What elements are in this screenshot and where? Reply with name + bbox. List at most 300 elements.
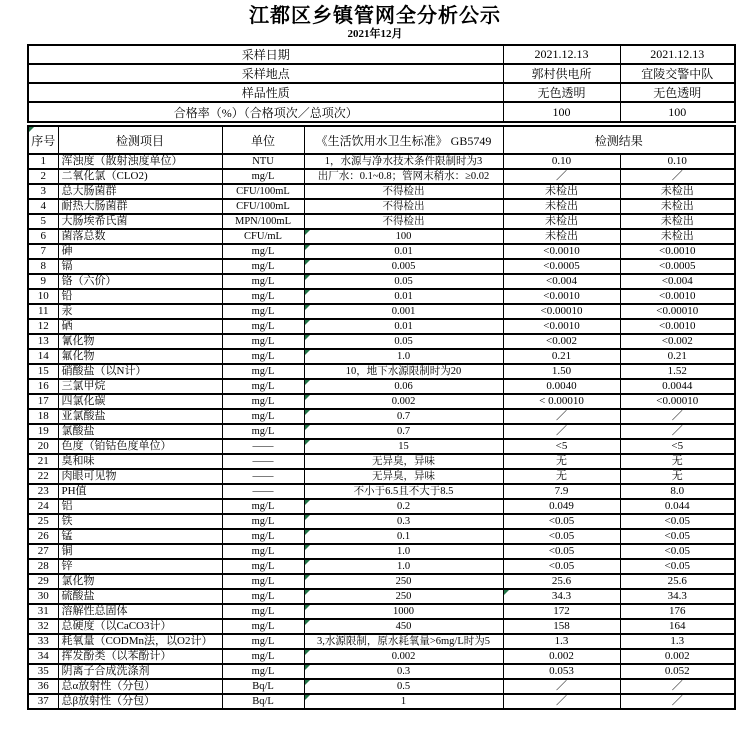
table-row [28,304,735,319]
standard-limit: 450 [304,619,503,634]
item-name: 氯化物 [58,574,222,589]
unit: mg/L [222,529,304,544]
unit: mg/L [222,259,304,274]
item-name: 菌落总数 [58,229,222,244]
table-row [28,334,735,349]
row-index: 5 [28,214,58,229]
error-indicator-icon [305,590,310,595]
standard-limit: 出厂水：0.1~0.8；管网末稍水：≥0.02 [304,169,503,184]
row-index: 12 [28,319,58,334]
table-row [28,274,735,289]
result-sample-2: <0.004 [620,274,735,289]
error-indicator-icon [305,605,310,610]
info-label: 采样地点 [28,64,503,83]
row-index: 32 [28,619,58,634]
table-row [28,619,735,634]
unit: mg/L [222,589,304,604]
unit: mg/L [222,289,304,304]
standard-limit: 0.002 [304,649,503,664]
error-indicator-icon [305,260,310,265]
row-index: 6 [28,229,58,244]
unit: —— [222,454,304,469]
standard-limit: 不得检出 [304,214,503,229]
error-indicator-icon [305,275,310,280]
item-name: 铅 [58,289,222,304]
unit: mg/L [222,514,304,529]
analysis-table [27,125,736,710]
result-sample-1: <0.004 [503,274,620,289]
item-name: 硫酸盐 [58,589,222,604]
row-index: 1 [28,154,58,169]
item-name: PH值 [58,484,222,499]
result-sample-1: 1.3 [503,634,620,649]
result-sample-1: 158 [503,619,620,634]
error-indicator-icon [305,560,310,565]
result-sample-2: <0.0010 [620,319,735,334]
unit: CFU/100mL [222,199,304,214]
standard-limit: 0.06 [304,379,503,394]
unit: mg/L [222,604,304,619]
col-header-item: 检测项目 [58,126,222,154]
result-sample-1: 1.50 [503,364,620,379]
info-value-sample-2: 无色透明 [620,83,735,102]
row-index: 27 [28,544,58,559]
row-index: 33 [28,634,58,649]
item-name: 大肠埃希氏菌 [58,214,222,229]
item-name: 臭和味 [58,454,222,469]
table-row [28,499,735,514]
table-row [28,319,735,334]
row-index: 29 [28,574,58,589]
unit: mg/L [222,574,304,589]
unit: Bq/L [222,679,304,694]
result-sample-1: 7.9 [503,484,620,499]
unit: —— [222,439,304,454]
info-value-sample-1: 100 [503,102,620,122]
unit: mg/L [222,304,304,319]
row-index: 23 [28,484,58,499]
result-sample-1: ／ [503,424,620,439]
unit: Bq/L [222,694,304,709]
row-index: 19 [28,424,58,439]
info-row [28,102,735,122]
standard-limit: 不小于6.5且不大于8.5 [304,484,503,499]
standard-limit: 0.05 [304,334,503,349]
unit: mg/L [222,349,304,364]
row-index: 36 [28,679,58,694]
table-row [28,409,735,424]
result-sample-2: <0.00010 [620,394,735,409]
unit: mg/L [222,334,304,349]
table-row [28,229,735,244]
table-row [28,484,735,499]
table-row [28,394,735,409]
result-sample-2: 176 [620,604,735,619]
result-sample-2: <5 [620,439,735,454]
result-sample-2: 1.3 [620,634,735,649]
item-name: 硝酸盐（以N计） [58,364,222,379]
info-row [28,45,735,64]
table-row [28,589,735,604]
unit: CFU/100mL [222,184,304,199]
table-row [28,214,735,229]
row-index: 3 [28,184,58,199]
info-value-sample-2: 100 [620,102,735,122]
table-row [28,364,735,379]
standard-limit: 0.7 [304,409,503,424]
table-row [28,574,735,589]
standard-limit: 0.002 [304,394,503,409]
info-row [28,83,735,102]
row-index: 34 [28,649,58,664]
error-indicator-icon [29,127,34,132]
row-index: 10 [28,289,58,304]
result-sample-1: <0.05 [503,559,620,574]
error-indicator-icon [305,395,310,400]
unit: mg/L [222,169,304,184]
item-name: 色度（铂钴色度单位） [58,439,222,454]
unit: mg/L [222,619,304,634]
result-sample-1: 未检出 [503,184,620,199]
row-index: 13 [28,334,58,349]
result-sample-1: <5 [503,439,620,454]
standard-limit: 0.3 [304,514,503,529]
standard-limit: 1.0 [304,544,503,559]
error-indicator-icon [305,500,310,505]
result-sample-2: <0.05 [620,559,735,574]
error-indicator-icon [305,680,310,685]
unit: mg/L [222,274,304,289]
error-indicator-icon [305,650,310,655]
row-index: 4 [28,199,58,214]
table-row [28,559,735,574]
item-name: 氯酸盐 [58,424,222,439]
item-name: 耗氧量（CODMn法，以O2计） [58,634,222,649]
unit: CFU/mL [222,229,304,244]
table-row [28,379,735,394]
table-row [28,289,735,304]
item-name: 挥发酚类（以苯酚计） [58,649,222,664]
error-indicator-icon [305,320,310,325]
item-name: 氰化物 [58,334,222,349]
error-indicator-icon [305,290,310,295]
result-sample-1: 未检出 [503,229,620,244]
result-sample-2: 未检出 [620,199,735,214]
standard-limit: 0.05 [304,274,503,289]
unit: mg/L [222,544,304,559]
result-sample-1: 25.6 [503,574,620,589]
table-row [28,679,735,694]
row-index: 22 [28,469,58,484]
col-header-index [28,126,58,154]
unit: mg/L [222,379,304,394]
row-index: 37 [28,694,58,709]
result-sample-2: <0.0010 [620,289,735,304]
result-sample-2: 未检出 [620,184,735,199]
col-header-result: 检测结果 [503,126,735,154]
error-indicator-icon [305,545,310,550]
error-indicator-icon [305,515,310,520]
table-row [28,649,735,664]
row-index: 21 [28,454,58,469]
item-name: 铁 [58,514,222,529]
item-name: 二氧化氯（CLO2) [58,169,222,184]
error-indicator-icon [305,380,310,385]
result-sample-1: <0.05 [503,529,620,544]
row-index: 35 [28,664,58,679]
table-row [28,424,735,439]
col-header-standard: 《生活饮用水卫生标准》 GB5749 [304,126,503,154]
result-sample-2: 0.052 [620,664,735,679]
item-name: 亚氯酸盐 [58,409,222,424]
row-index: 26 [28,529,58,544]
item-name: 铬（六价） [58,274,222,289]
row-index: 7 [28,244,58,259]
table-row [28,184,735,199]
row-index: 2 [28,169,58,184]
item-name: 砷 [58,244,222,259]
info-value-sample-1: 郭村供电所 [503,64,620,83]
row-index: 11 [28,304,58,319]
standard-limit: 0.001 [304,304,503,319]
result-sample-1: ／ [503,169,620,184]
result-sample-2: 8.0 [620,484,735,499]
standard-limit: 1000 [304,604,503,619]
result-sample-2: 未检出 [620,214,735,229]
info-row [28,64,735,83]
standard-limit: 0.005 [304,259,503,274]
item-name: 总硬度（以CaCO3计） [58,619,222,634]
result-sample-1: <0.05 [503,514,620,529]
result-sample-1: 0.053 [503,664,620,679]
item-name: 汞 [58,304,222,319]
standard-limit: 250 [304,589,503,604]
page-subtitle: 2021年12月 [347,28,403,40]
sample-info-table [27,44,736,123]
result-sample-2: ／ [620,694,735,709]
info-value-sample-1: 无色透明 [503,83,620,102]
result-sample-1: 0.0040 [503,379,620,394]
error-indicator-icon [305,425,310,430]
error-indicator-icon [305,530,310,535]
table-row [28,454,735,469]
standard-limit: 15 [304,439,503,454]
row-index: 28 [28,559,58,574]
info-label: 采样日期 [28,45,503,64]
result-sample-2: <0.0010 [620,244,735,259]
error-indicator-icon [305,305,310,310]
result-sample-2: 164 [620,619,735,634]
result-sample-1: 0.10 [503,154,620,169]
result-sample-2: ／ [620,409,735,424]
standard-limit: 3,水源限制，原水耗氧量>6mg/L时为5 [304,634,503,649]
result-sample-1: <0.002 [503,334,620,349]
table-row [28,244,735,259]
error-indicator-icon [305,335,310,340]
table-row [28,259,735,274]
error-indicator-icon [305,575,310,580]
unit: —— [222,469,304,484]
result-sample-2: 0.044 [620,499,735,514]
error-indicator-icon [305,245,310,250]
result-sample-1: ／ [503,694,620,709]
item-name: 镉 [58,259,222,274]
unit: mg/L [222,244,304,259]
unit: —— [222,484,304,499]
row-index: 20 [28,439,58,454]
item-name: 浑浊度（散射浊度单位） [58,154,222,169]
page-title: 江都区乡镇管网全分析公示 [249,5,501,27]
error-indicator-icon [504,590,509,595]
result-sample-1: <0.0010 [503,289,620,304]
result-sample-1: <0.0005 [503,259,620,274]
standard-limit: 0.01 [304,244,503,259]
item-name: 氟化物 [58,349,222,364]
table-row [28,694,735,709]
result-sample-2: 无 [620,454,735,469]
standard-limit: 不得检出 [304,199,503,214]
result-sample-1: <0.0010 [503,319,620,334]
unit: mg/L [222,664,304,679]
item-name: 铝 [58,499,222,514]
row-index: 18 [28,409,58,424]
standard-limit: 0.7 [304,424,503,439]
result-sample-1: ／ [503,409,620,424]
unit: mg/L [222,319,304,334]
result-sample-2: 25.6 [620,574,735,589]
standard-limit: 0.1 [304,529,503,544]
item-name: 锌 [58,559,222,574]
unit: mg/L [222,424,304,439]
col-header-index-label: 序号 [31,133,56,148]
table-row [28,604,735,619]
error-indicator-icon [305,350,310,355]
unit: mg/L [222,364,304,379]
standard-limit: 1.0 [304,559,503,574]
standard-limit: 1 [304,694,503,709]
unit: MPN/100mL [222,214,304,229]
table-header-row [28,126,735,154]
standard-limit: 1.0 [304,349,503,364]
row-index: 31 [28,604,58,619]
result-sample-2: <0.0005 [620,259,735,274]
result-sample-1: 未检出 [503,199,620,214]
table-row [28,544,735,559]
unit: mg/L [222,409,304,424]
col-header-unit: 单位 [222,126,304,154]
result-sample-2: ／ [620,169,735,184]
result-sample-2: 未检出 [620,229,735,244]
standard-limit: 0.3 [304,664,503,679]
result-sample-2: ／ [620,424,735,439]
standard-limit: 10，地下水源限制时为20 [304,364,503,379]
error-indicator-icon [305,410,310,415]
result-sample-1: 0.21 [503,349,620,364]
result-sample-2: 34.3 [620,589,735,604]
table-row [28,514,735,529]
item-name: 锰 [58,529,222,544]
standard-limit: 0.01 [304,289,503,304]
row-index: 15 [28,364,58,379]
unit: mg/L [222,634,304,649]
item-name: 阴离子合成洗涤剂 [58,664,222,679]
result-sample-2: <0.00010 [620,304,735,319]
standard-limit: 不得检出 [304,184,503,199]
standard-limit: 1，水源与净水技术条件限制时为3 [304,154,503,169]
result-sample-2: 0.10 [620,154,735,169]
table-row [28,154,735,169]
info-label: 合格率（%）（合格项次／总项次） [28,102,503,122]
unit: mg/L [222,499,304,514]
item-name: 硒 [58,319,222,334]
result-sample-1: < 0.00010 [503,394,620,409]
item-name: 总β放射性（分包） [58,694,222,709]
table-row [28,529,735,544]
row-index: 17 [28,394,58,409]
item-name: 总α放射性（分包） [58,679,222,694]
table-row [28,634,735,649]
row-index: 25 [28,514,58,529]
result-sample-1: 未检出 [503,214,620,229]
row-index: 24 [28,499,58,514]
item-name: 总大肠菌群 [58,184,222,199]
standard-limit: 250 [304,574,503,589]
result-sample-2: 无 [620,469,735,484]
standard-limit: 0.2 [304,499,503,514]
unit: mg/L [222,559,304,574]
result-sample-1: 34.3 [503,589,620,604]
row-index: 16 [28,379,58,394]
item-name: 溶解性总固体 [58,604,222,619]
result-sample-2: 0.0044 [620,379,735,394]
row-index: 8 [28,259,58,274]
result-sample-2: <0.05 [620,514,735,529]
standard-limit: 无异臭，异味 [304,469,503,484]
item-name: 耐热大肠菌群 [58,199,222,214]
error-indicator-icon [305,230,310,235]
table-row [28,664,735,679]
info-value-sample-2: 宜陵交警中队 [620,64,735,83]
info-label: 样品性质 [28,83,503,102]
unit: NTU [222,154,304,169]
table-row [28,199,735,214]
item-name: 三氯甲烷 [58,379,222,394]
table-row [28,349,735,364]
standard-limit: 0.5 [304,679,503,694]
unit: mg/L [222,649,304,664]
standard-limit: 0.01 [304,319,503,334]
row-index: 30 [28,589,58,604]
result-sample-1: 无 [503,454,620,469]
result-sample-2: <0.05 [620,529,735,544]
row-index: 9 [28,274,58,289]
result-sample-1: 0.049 [503,499,620,514]
unit: mg/L [222,394,304,409]
error-indicator-icon [305,665,310,670]
info-value-sample-1: 2021.12.13 [503,45,620,64]
item-name: 肉眼可见物 [58,469,222,484]
table-row [28,469,735,484]
error-indicator-icon [305,695,310,700]
result-sample-1: ／ [503,679,620,694]
result-sample-1: 0.002 [503,649,620,664]
result-sample-1: <0.00010 [503,304,620,319]
standard-limit: 100 [304,229,503,244]
result-sample-2: 0.21 [620,349,735,364]
standard-limit: 无异臭，异味 [304,454,503,469]
result-sample-2: 1.52 [620,364,735,379]
result-sample-2: <0.002 [620,334,735,349]
